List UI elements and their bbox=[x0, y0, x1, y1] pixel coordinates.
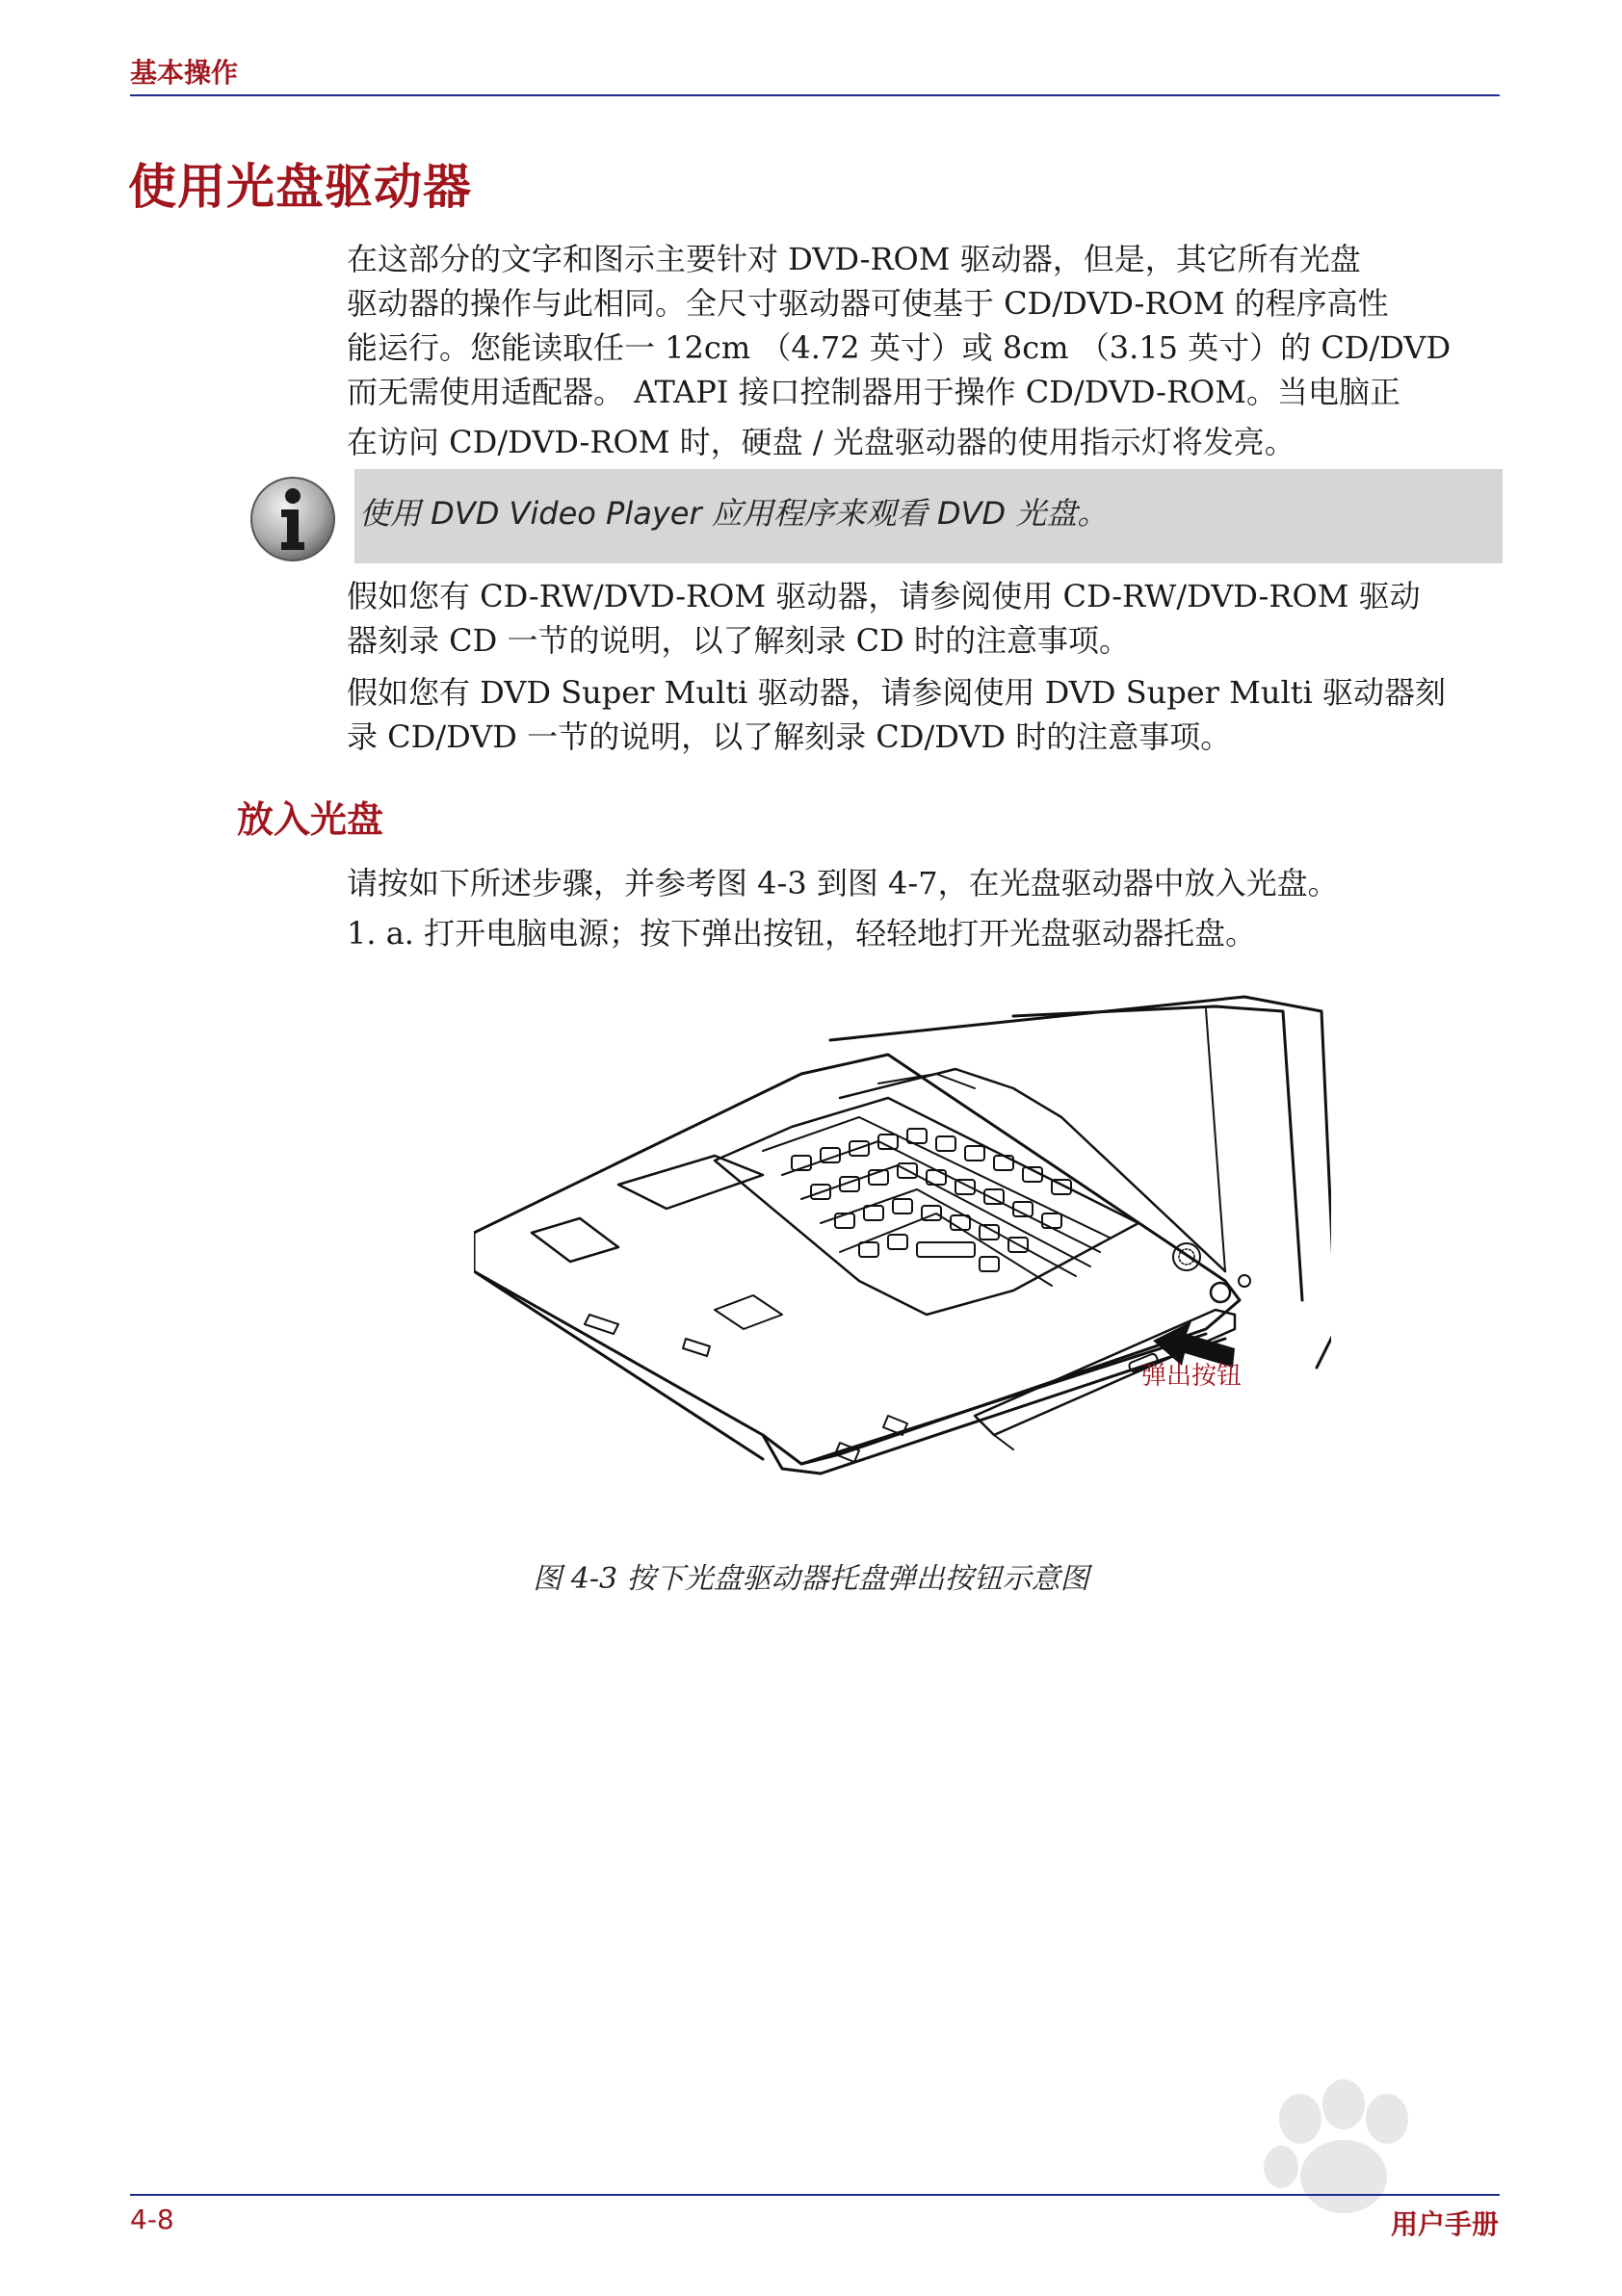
figure-caption: 图 4-3 按下光盘驱动器托盘弹出按钮示意图 bbox=[533, 1562, 1089, 1596]
section-heading: 放入光盘 bbox=[237, 798, 384, 841]
header-section-title: 基本操作 bbox=[130, 57, 239, 89]
multi-paragraph bbox=[347, 670, 1503, 759]
step-1: 1. a. 打开电脑电源；按下弹出按钮，轻轻地打开光盘驱动器托盘。 bbox=[347, 915, 1257, 952]
intro-line: 能运行。您能读取任一 12cm （4.72 英寸）或 8cm （3.15 英寸）的 CD/DVD bbox=[347, 329, 1452, 366]
note-text: 使用 DVD Video Player 应用程序来观看 DVD 光盘。 bbox=[359, 495, 1109, 532]
section-intro-line: 请按如下所述步骤，并参考图 4-3 到图 4-7，在光盘驱动器中放入光盘。 bbox=[347, 865, 1339, 901]
laptop-illustration bbox=[474, 982, 1331, 1483]
multi-line: 假如您有 DVD Super Multi 驱动器，请参阅使用 DVD Super Multi 驱动器刻 bbox=[347, 674, 1447, 711]
section-intro bbox=[347, 861, 1503, 955]
intro-line: 在这部分的文字和图示主要针对 DVD-ROM 驱动器，但是，其它所有光盘 bbox=[347, 241, 1361, 277]
cdrw-line: 假如您有 CD-RW/DVD-ROM 驱动器，请参阅使用 CD-RW/DVD-ROM 驱动 bbox=[347, 578, 1421, 614]
page-number: 4-8 bbox=[130, 2204, 174, 2235]
intro-paragraph bbox=[347, 237, 1503, 464]
intro-line: 在访问 CD/DVD-ROM 时，硬盘 / 光盘驱动器的使用指示灯将发亮。 bbox=[347, 424, 1295, 460]
cdrw-line: 器刻录 CD 一节的说明，以了解刻录 CD 时的注意事项。 bbox=[347, 622, 1130, 659]
multi-line: 录 CD/DVD 一节的说明，以了解刻录 CD/DVD 时的注意事项。 bbox=[347, 718, 1232, 755]
page-title: 使用光盘驱动器 bbox=[128, 159, 472, 215]
intro-line: 而无需使用适配器。 ATAPI 接口控制器用于操作 CD/DVD-ROM。当电脑正 bbox=[347, 374, 1401, 410]
manual-name: 用户手册 bbox=[1390, 2208, 1499, 2240]
footer-rule bbox=[130, 2194, 1500, 2196]
cdrw-paragraph bbox=[347, 574, 1503, 663]
intro-line: 驱动器的操作与此相同。全尺寸驱动器可使基于 CD/DVD-ROM 的程序高性 bbox=[347, 285, 1389, 322]
eject-button-label: 弹出按钮 bbox=[1141, 1362, 1243, 1391]
header-rule bbox=[130, 94, 1500, 96]
info-icon bbox=[249, 475, 337, 563]
